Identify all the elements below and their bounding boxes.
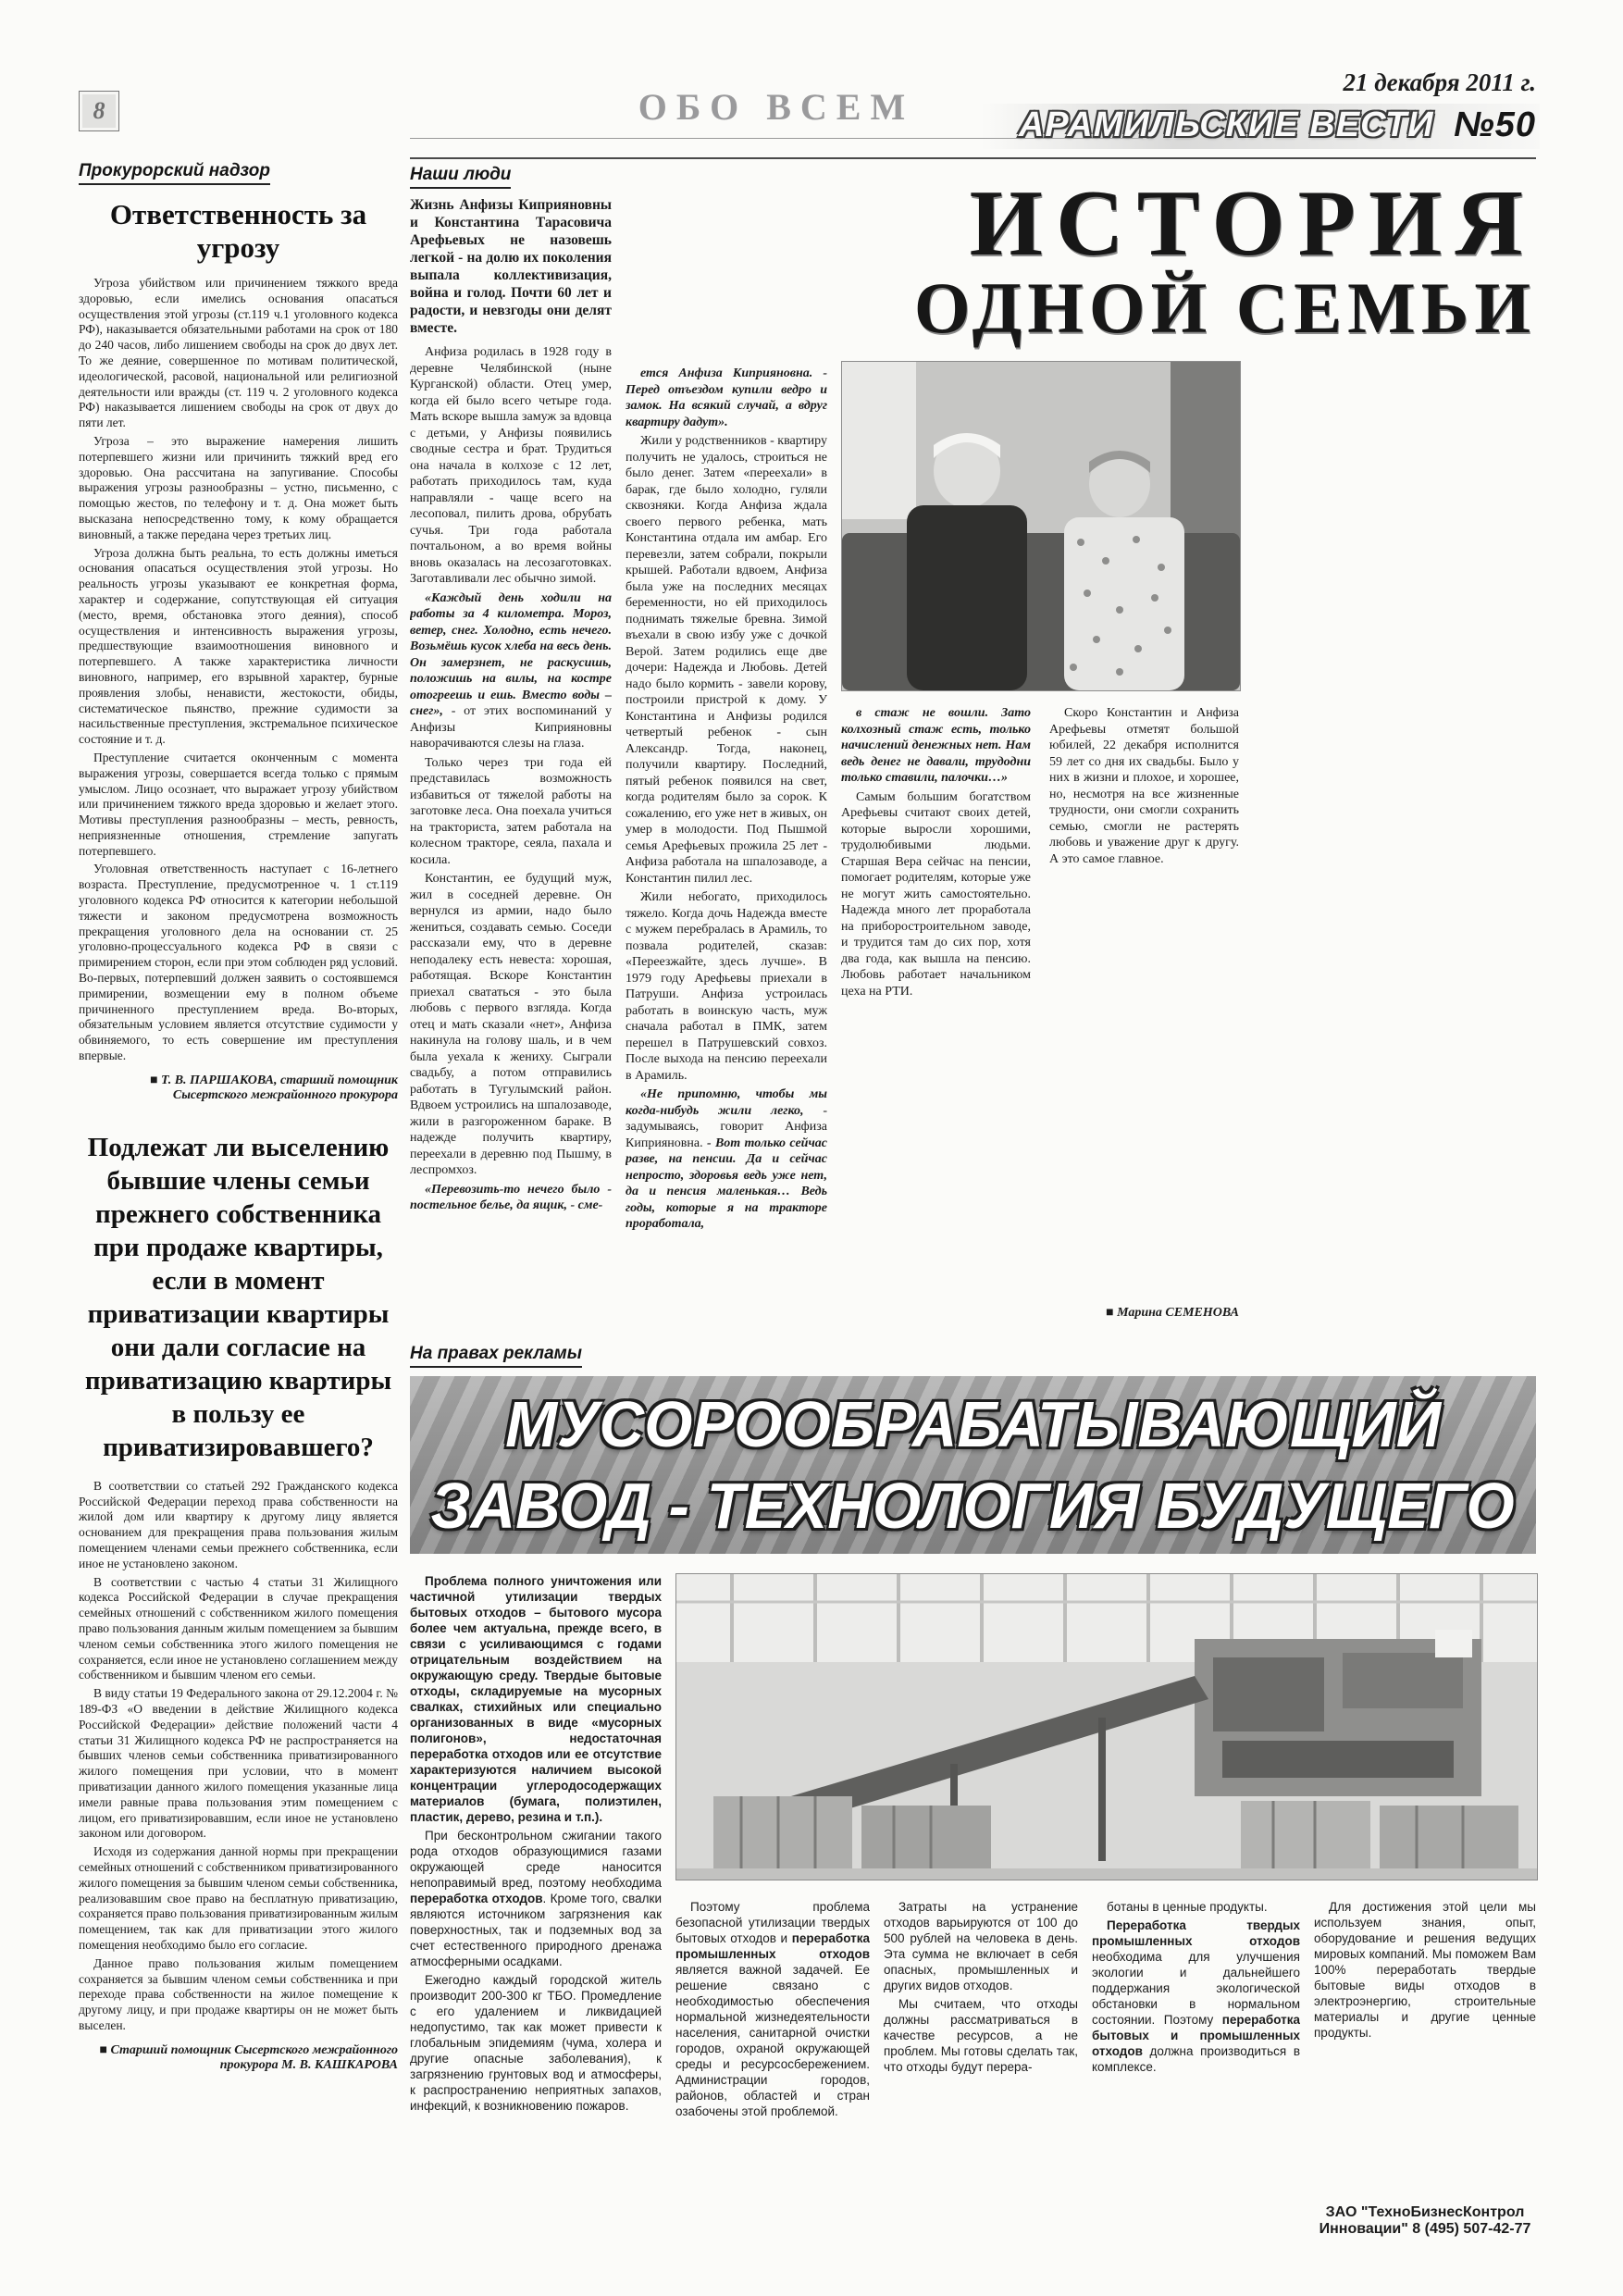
ad-column-5-text xyxy=(1314,1899,1536,2043)
ad-headline xyxy=(410,1376,1536,1554)
paragraph: Анфиза родилась в 1928 году в деревне Челябинской (ныне Курганской) области. Отец умер, когда ей было всего четыре года. Мать вскоре вышла замуж за вдовца с детьми, у Анфизы появились сводные сестра и брат. Трудиться она начала в колхозе с 12 лет, работать приходилось там, куда направляли - чаще всего на лесоповал, пилить дрова, обрубать сучья. Три года работала почтальоном, а во время войны вновь оказалась на лесозаготовках. Заготавливали лес обычно зимой. xyxy=(410,345,612,586)
article2-body xyxy=(79,1479,398,2034)
paragraph: в стаж не вошли. Зато колхозный стаж есть, только начислений денежных нет. Нам ведь денег не давали, трудодни только ставили, палочки…» xyxy=(841,706,1031,785)
paragraph: Самым большим богатством Арефьевы считают своих детей, которые выросли хорошими, трудолюбивыми людьми. Старшая Вера сейчас на пенсии, помогает родителям, которые уже не могут жить самостоятельно. Надежда много лет проработала на приборостроительном заводе, и трудится там до сих пор, хотя два года, как вышла на пенсию. Любовь работает начальником цеха на РТИ. xyxy=(841,789,1031,999)
paragraph: Жили небогато, приходилось тяжело. Когда дочь Надежда вместе с мужем перебралась в Арамиль, то позвала родителей, сказав: «Переезжайте, здесь лучше». В 1979 году Арефьевы приехали в Патруши. Анфиза устроилась работать в воинскую часть, муж сначала работал в ПМК, затем перешел в Патрушевский совхоз. После выхода на пенсию переехали в Арамиль. xyxy=(626,890,827,1083)
paragraph: Проблема полного уничтожения или частичной утилизации твердых бытовых отходов – бытового мусора более чем актуальна, прежде всего, в связи с усиливающимся с годами отрицательным воздействием на окружающую среду. Твердые бытовые отходы, складируемые на мусорных свалках, стихийных или специально организованных в виде «мусорных полигонов», недостаточная переработка отходов или ее отсутствие характеризуются наличием высокой концентрации углеродосодержащих материалов (бумага, полиэтилен, пластик, дерево, резина и т.п.). xyxy=(410,1574,662,1824)
paragraph: Угроза – это выражение намерения лишить потерпевшего жизни или причинить тяжкий вред его здоровью. Она рассчитана на запугивание. Способы выражения угрозы разнообразны – устно, письменно, с помощью жестов, по телефону и т. д. Она может быть высказана непосредственно тому, к кому обращается виновный, а также передана через третьих лиц. xyxy=(79,433,398,541)
article1-signature: ■ Т. В. ПАРШАКОВА, старший помощник Сысертского межрайонного прокурора xyxy=(150,1073,398,1102)
paragraph: Ежегодно каждый городской житель производит 200-300 кг ТБО. Промедление с его удалением и ликвидацией недопустимо, так как может привести к глобальным эпидемиям (чума, холера и другие опасные заболевания), к загрязнению грунтовых вод и атмосферы, к распространению неприятных запахов, инфекций, к возникновению пожаров. xyxy=(410,1973,662,2113)
plant-photo xyxy=(675,1573,1538,1880)
paragraph: В соответствии с частью 4 статьи 31 Жилищного кодекса Российской Федерации в случае прекращения семейных отношений с собственником жилого помещения право пользования данным жилым помещением за бывшим членом семьи собственника этого жилого помещения не сохраняется, если иное не установлено соглашением между собственником и бывшим членом его семьи. xyxy=(79,1574,398,1682)
paragraph: Угроза убийством или причинением тяжкого вреда здоровью, если имелись основания опасаться осуществления этой угрозы (ст.119 ч.1 уголовного кодекса РФ), наказывается обязательными работами на срок от 180 до 240 часов, либо лишением свободы на срок до двух лет. То же деяние, совершенное по мотивам политической, идеологической, расовой, национальной или религиозной деятельности или вражды (ст. 119 ч. 2 уголовного кодекса РФ) наказывается лишением свободы на срок от двух до пяти лет. xyxy=(79,276,398,430)
plant-photo-illustration xyxy=(676,1574,1537,1880)
page-number xyxy=(79,91,119,131)
ad-column-5 xyxy=(1314,1899,1536,2238)
story-column-2 xyxy=(626,366,827,1321)
ad-contact: ЗАО "ТехноБизнесКонтрол Инновации" 8 (495) 507-42-77 xyxy=(1319,2204,1531,2237)
paragraph: Данное право пользования жилым помещением сохраняется за бывшим членом семьи собственника и при переходе права собственности на жилое помещение к другому лицу, и при продаже квартиры он не может быть выселен. xyxy=(79,1955,398,2032)
ad-column-2 xyxy=(675,1899,870,2238)
paragraph: При бесконтрольном сжигании такого рода отходов образующимися газами окружающей среде наносится непоправимый вред, поэтому необходима переработка отходов. Кроме того, свалки являются источником загрязнения как поверхностных, так и подземных вод за счет естественного природного дренажа атмосферными осадками. xyxy=(410,1829,662,1968)
paragraph: Преступление считается оконченным с момента выражения угрозы, совершается всегда только с прямым умыслом. Лицо осознает, что выражает угрозу убийством или причинением тяжкого вреда здоровью и желает этого. Мотивы преступления разнообразны – месть, ревность, неприязненные отношения, стремление запугать потерпевшего. xyxy=(79,750,398,858)
paragraph: Мы считаем, что отходы должны рассматриваться в качестве ресурсов, а не проблем. Мы готовы сделать так, что отходы будут перера- xyxy=(884,1997,1078,2074)
story-headline-line2: ОДНОЙ СЕМЬИ xyxy=(913,267,1536,348)
story-signature: ■ Марина СЕМЕНОВА xyxy=(1106,1306,1239,1320)
paragraph: «Каждый день ходили на работы за 4 километра. Мороз, ветер, снег. Холодно, есть нечего. Возьмёшь кусок хлеба на весь день. Он замерзнет, не раскусишь, положишь на вилы, на костре отогреешь и ешь. Вместо воды – снег», - от этих воспоминаний у Анфизы Киприяновны наворачиваются слезы на глаза. xyxy=(410,590,612,751)
paragraph: В соответствии со статьей 292 Гражданского кодекса Российской Федерации переход права собственности на жилой дом или квартиру к другому лицу является основанием для прекращения права пользования жилым помещением членами семьи прежнего собственника, если иное не установлено законом. xyxy=(79,1478,398,1570)
left-column xyxy=(79,161,398,2073)
story-column-1 xyxy=(410,196,612,1321)
ad-column-1 xyxy=(410,1573,662,2238)
masthead-title: АРАМИЛЬСКИЕ ВЕСТИ xyxy=(1018,105,1434,144)
paragraph: Уголовная ответственность наступает с 16-летнего возраста. Преступление, предусмотренное ч. 1 ст.119 уголовного кодекса РФ относится к категории небольшой тяжести и законом предусмотрена возможность прекращения уголовного дела на основании ст. 25 уголовно-процессуального кодекса РФ в связи с примирением сторон, если при этом соблюден ряд условий. Во-первых, потерпевший должен заявить о состоявшемся примирении, возмещении ему в полном объеме причиненного преступлением вреда. Во-вторых, обязательным условием является отсутствие судимости у обвиняемого, то есть совершение им преступления впервые. xyxy=(79,862,398,1063)
paragraph: Угроза должна быть реальна, то есть должны иметься основания опасаться осуществления этой угрозы. Но реальность угрозы указывают ее конкретная форма, характер и содержание, сопутствующая ей ситуация (место, время, обстановка этого деяния), способ осуществления и интенсивность выражения угрозы, предшествующие взаимоотношения виновного и потерпевшего. А также характеристика личности виновного, например, его взрывной характер, бурные проявления злобы, ненависти, жестокости, обиды, систематическое пьянство, прежние судимости за насильственные преступления, экстремальное психическое состояние и т. д. xyxy=(79,545,398,747)
story-column-1-text xyxy=(410,344,612,1214)
paragraph: Затраты на устранение отходов варьируются от 100 до 500 рублей на человека в день. Эта сумма не включает в себя опасных, промышленных и других видов отходов. xyxy=(884,1900,1078,1992)
family-photo-illustration xyxy=(842,362,1240,690)
paragraph: Скоро Константин и Анфиза Арефьевы отметят большой юбилей, 22 декабря исполнится 59 лет со дня их свадьбы. Было у них в жизни и плохое, и хорошее, но, несмотря на все жизненные трудности, они смогли сохранить семью, смогли не растерять любовь и уважение друг к другу. А это самое главное. xyxy=(1049,706,1239,866)
article1-title: Ответственность за угрозу xyxy=(109,198,367,264)
rubric-ad: На правах рекламы xyxy=(410,1344,582,1368)
ad-headline-line1: МУСОРООБРАБАТЫВАЮЩИЙ xyxy=(505,1388,1441,1460)
header-rule xyxy=(410,157,1536,159)
paragraph: ботаны в ценные продукты. xyxy=(1107,1900,1268,1914)
issue-number: №50 xyxy=(1454,105,1536,144)
ad-column-4 xyxy=(1092,1899,1300,2238)
paragraph: ется Анфиза Киприяновна. - Перед отъездом купили ведро и замок. На всякий случай, а вдруг квартиру дадут». xyxy=(626,366,827,429)
article2-title: Подлежат ли выселению бывшие члены семьи прежнего собственника при продаже квартиры, если в момент приватизации квартиры они дали согласие на приватизацию квартиры в пользу ее приватизировавшего? xyxy=(84,1132,392,1462)
rubric-ad-wrap xyxy=(410,1344,582,1368)
paragraph: Исходя из содержания данной нормы при прекращении семейных отношений с собственником приватизированного жилого помещения за бывшим членом семьи собственника, реализовавшим свое право на бесплатную приватизацию, сохраняется право пользования приватизированным жилым помещением, так как для приватизации этого жилого помещения необходимо было его согласие. xyxy=(79,1844,399,1952)
story-column-4 xyxy=(1049,705,1239,1321)
rubric-our-people-wrap xyxy=(410,165,511,189)
rubric-our-people: Наши люди xyxy=(410,165,511,189)
paragraph: Только через три года ей представилась возможность избавиться от тяжелой работы на заготовке леса. Она поехала учиться на тракториста, затем работала на колесном тракторе, сеяла, пахала и косила. xyxy=(410,755,612,867)
family-photo xyxy=(841,361,1241,691)
ad-headline-line2: ЗАВОД - ТЕХНОЛОГИЯ БУДУЩЕГО xyxy=(430,1470,1516,1542)
issue-date: 21 декабря 2011 г. xyxy=(1343,68,1536,96)
paragraph: Для достижения этой цели мы используем знания, опыт, оборудование и решения ведущих мировых компаний. Мы поможем Вам 100% переработать твердые бытовые виды отходов в электроэнергию, строительные материалы и другие ценные продукты. xyxy=(1314,1900,1536,2040)
page-number-value: 8 xyxy=(93,97,105,124)
story-lead: Жизнь Анфизы Киприяновны и Константина Тарасовича Арефьевых не назовешь легкой - на долю их поколения выпала коллективизация, война и голод. Почти 60 лет и радости, и невзгоды они делят вместе. xyxy=(410,197,612,336)
paragraph: Жили у родственников - квартиру получить не удалось, строиться не было денег. Затем «переехали» в барак, где было холодно, гуляли сквозняки. Когда Анфиза ждала своего первого ребенка, мать Константина отдала им амбар. Его перевезли, затем собрали, покрыли крышей. Работали вдвоем, Анфиза была уже на последних месяцах беременности, но ей приходилось поднимать тяжелые бревна. Зимой въехали в свою избу уже с дочкой Верой. Затем родились еще две дочери: Надежда и Любовь. Детей надо было кормить - завели корову, построили пристрой к дому. У Константина и Анфизы родился четвертый ребенок - сын Александр. Тогда, наконец, получили квартиру. Последний, пятый ребенок появился на свет, когда родителям было за сорок. К сожалению, его уже нет в живых, он умер в молодости. Под Пышмой семья Арефьевых прожила 25 лет - Анфиза работала на шпалозаводе, а Константин пилил лес. xyxy=(626,434,827,886)
ad-column-3 xyxy=(884,1899,1078,2238)
paragraph: Поэтому проблема безопасной утилизации твердых бытовых отходов и переработка промышленных отходов является важной задачей. Ее решение связано с необходимостью обеспечения нормальной жизнедеятельности населения, санитарной очистки городов, охраной окружающей среды и ресурсосбережением. Администрации городов, районов, областей и стран озабочены этой проблемой. xyxy=(675,1900,870,2118)
section-title: ОБО ВСЕМ xyxy=(410,85,1143,139)
masthead xyxy=(981,104,1540,149)
paragraph: В виду статьи 19 Федерального закона от 29.12.2004 г. № 189-ФЗ «О введении в действие Жилищного кодекса Российской Федерации» действие положений части 4 статьи 31 Жилищного кодекса РФ не распространяется на бывших членов семьи собственника приватизированного жилого помещения при условии, что в момент приватизации данного жилого помещения указанные лица имели равные права пользования этим помещением с лицом, его приватизировавшим, если иное не установлено законом или договором. xyxy=(79,1686,398,1841)
rubric-prosecutor: Прокурорский надзор xyxy=(79,161,270,185)
story-headline xyxy=(629,171,1536,348)
paragraph: «Не припомню, чтобы мы когда-нибудь жили легко, - задумываясь, говорит Анфиза Киприяновна. - Вот только сейчас разве, на пенсии. Да и сейчас непросто, здоровья ведь уже нет, да и пенсия маленькая… Ведь годы, которые я на тракторе проработала, xyxy=(626,1087,827,1231)
story-column-3 xyxy=(841,705,1031,1321)
paragraph: «Перевозить-то нечего было - постельное белье, да ящик, - сме- xyxy=(410,1182,612,1212)
paragraph: Переработка твердых промышленных отходов необходима для улучшения экологии и дальнейшего поддержания экологической обстановки в нормальном состоянии. Поэтому переработка бытовых и промышленных отходов должна производиться в комплексе. xyxy=(1092,1918,1300,2074)
paragraph: Константин, ее будущий муж, жил в соседней деревне. Он вернулся из армии, надо было жениться, создавать семью. Соседи рассказали ему, что в деревне неподалеку есть невеста: хорошая, работящая. Вскоре Константин приехал свататься - это была любовь с первого взгляда. Когда отец и мать сказали «нет», Анфиза накинула на голову шаль, и в чем была уехала к жениху. Сыграли свадьбу, а потом отправились работать в Тугулымский район. Вдвоем устроились на шпалозаводе, жили в разгороженном бараке. В надежде получить квартиру, переехали в деревню под Пышму, в леспромхоз. xyxy=(410,872,612,1177)
story-headline-line1: ИСТОРИЯ xyxy=(969,171,1536,276)
article2-signature: ■ Старший помощник Сысертского межрайонного прокурора М. В. КАШКАРОВА xyxy=(99,2042,398,2072)
story-column-4-text xyxy=(1049,705,1239,870)
article1-body xyxy=(79,276,398,1064)
